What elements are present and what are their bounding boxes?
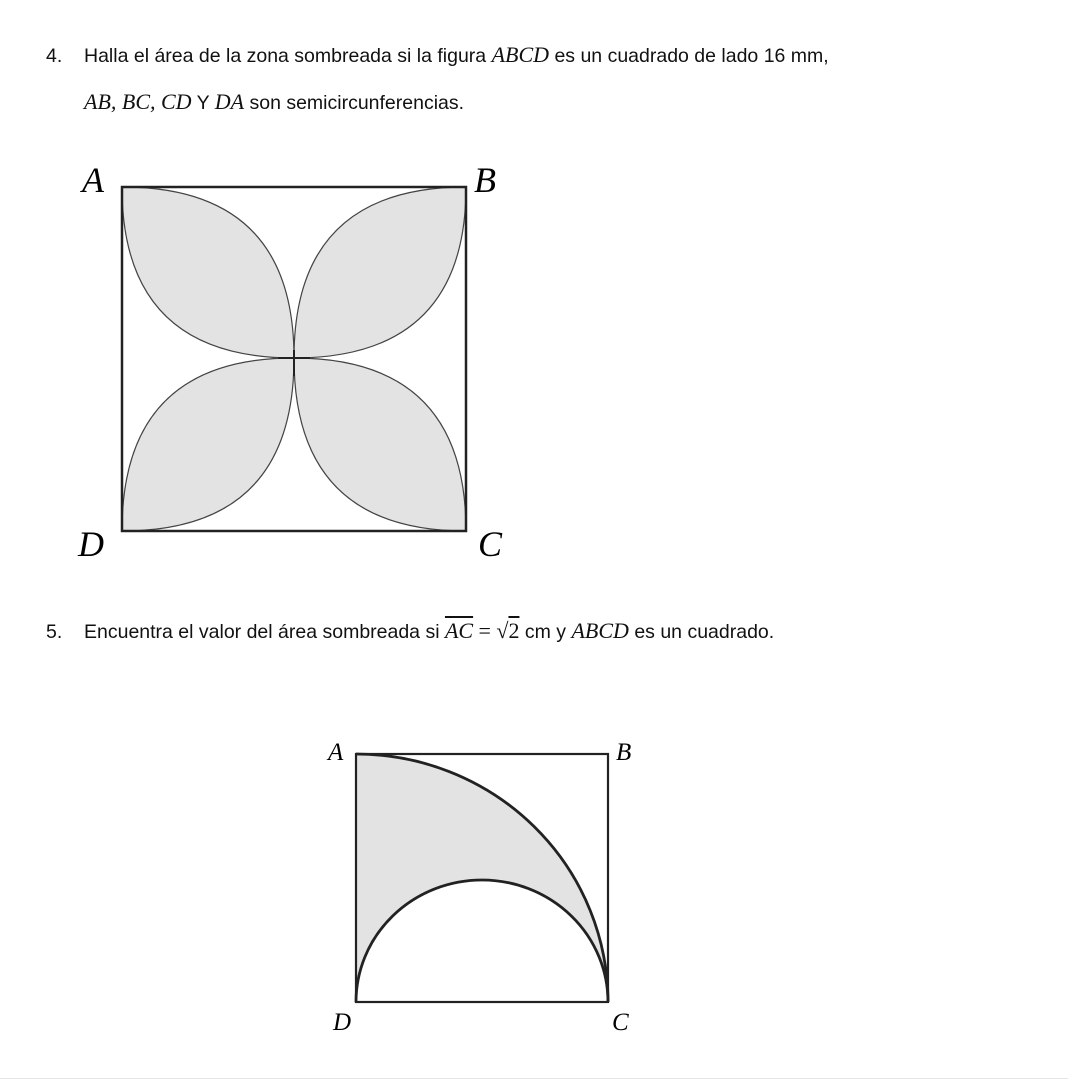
problem-4-arc-da: DA (214, 89, 245, 114)
problem-4-text-after: es un cuadrado de lado 16 mm, (554, 45, 829, 67)
problem-4-conjunction: Y (196, 92, 210, 114)
problem-5-unit-text: cm y (524, 621, 567, 643)
problem-4-text-before: Halla el área de la zona sombreada si la figura (84, 45, 487, 67)
vertex-label-c-2: C (612, 1009, 629, 1036)
problem-5-radicand: 2 (508, 618, 520, 643)
problem-5-number: 5. (46, 621, 63, 643)
vertex-label-d-2: D (333, 1009, 352, 1036)
problem-4-figure-name: ABCD (491, 42, 550, 67)
problem-5-equals: = (478, 618, 491, 643)
vertex-label-a: A (82, 160, 104, 200)
problem-4-number: 4. (46, 45, 63, 67)
problem-5-figure-name: ABCD (571, 618, 629, 643)
vertex-label-c: C (478, 524, 503, 564)
problem-5-text-after: es un cuadrado. (634, 621, 775, 643)
problem-5-radical: √ (496, 618, 509, 643)
problem-5-segment: $\overline{AC}$ (444, 618, 474, 643)
problem-4-arcs: AB, BC, CD (84, 89, 192, 114)
vertex-label-d: D (78, 524, 104, 564)
problem-4-text-semicircles: son semicircunferencias. (249, 92, 465, 114)
page-bottom-rule (0, 1078, 1068, 1079)
vertex-label-b: B (474, 160, 496, 200)
shaded-region (356, 754, 608, 1002)
problem-5-text-before: Encuentra el valor del área sombreada si (84, 621, 440, 643)
vertex-label-b-2: B (616, 739, 632, 766)
vertex-label-a-2: A (328, 739, 344, 766)
